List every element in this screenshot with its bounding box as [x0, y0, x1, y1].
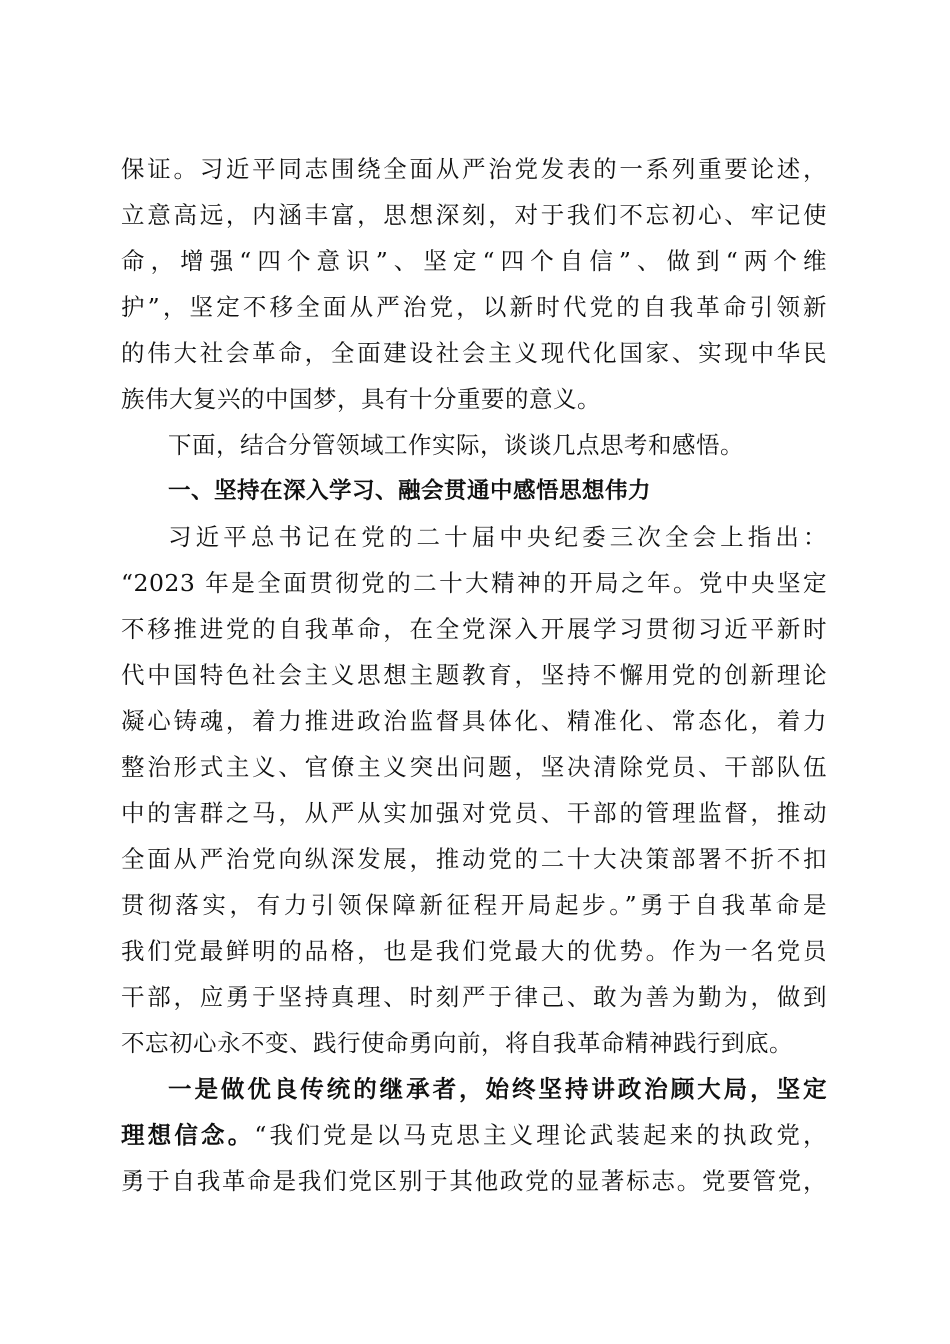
text-line: 贯彻落实，有力引领保障新征程开局起步。”勇于自我革命是 [121, 891, 827, 919]
text-line: 护”，坚定不移全面从严治党，以新时代党的自我革命引领新 [121, 293, 827, 321]
text-line [121, 1112, 827, 1158]
text-line: 立意高远，内涵丰富，思想深刻，对于我们不忘初心、牢记使 [121, 201, 827, 229]
document-page [121, 146, 827, 1204]
text-line: 我们党最鲜明的品格，也是我们党最大的优势。作为一名党员 [121, 937, 827, 965]
text-line: 的伟大社会革命，全面建设社会主义现代化国家、实现中华民 [121, 339, 827, 367]
text-line: 干部，应勇于坚持真理、时刻严于律己、敢为善为勤为，做到 [121, 983, 827, 1011]
text-line: 全面从严治党向纵深发展，推动党的二十大决策部署不折不扣 [121, 845, 827, 873]
text-line: 不移推进党的自我革命，在全党深入开展学习贯彻习近平新时 [121, 615, 827, 643]
text-line: 凝心铸魂，着力推进政治监督具体化、精准化、常态化，着力 [121, 707, 827, 735]
text-line: 不忘初心永不变、践行使命勇向前，将自我革命精神践行到底。 [121, 1029, 793, 1057]
paragraph-point-one [121, 1066, 827, 1204]
paragraph-quote [121, 514, 827, 1066]
paragraph-intro [121, 146, 827, 422]
text-line: 整治形式主义、官僚主义突出问题，坚决清除党员、干部队伍 [121, 753, 827, 781]
bold-lead-continuation: 理想信念。 [121, 1121, 255, 1149]
text-line: 族伟大复兴的中国梦，具有十分重要的意义。 [121, 385, 601, 413]
text-line: 保证。习近平同志围绕全面从严治党发表的一系列重要论述， [121, 155, 827, 183]
text-line: 勇于自我革命是我们党区别于其他政党的显著标志。党要管党， [121, 1167, 827, 1195]
text-line-bold-lead: 一是做优良传统的继承者，始终坚持讲政治顾大局，坚定 [168, 1075, 827, 1103]
text-line: 下面，结合分管领域工作实际，谈谈几点思考和感悟。 [168, 431, 744, 459]
text-line: 代中国特色社会主义思想主题教育，坚持不懈用党的创新理论 [121, 661, 827, 689]
text-line: “2023 年是全面贯彻党的二十大精神的开局之年。党中央坚定 [121, 569, 827, 597]
paragraph-transition [121, 422, 827, 468]
text-span: “我们党是以马克思主义理论武装起来的执政党， [254, 1121, 828, 1149]
text-line: 中的害群之马，从严从实加强对党员、干部的管理监督，推动 [121, 799, 827, 827]
text-line: 命，增强“四个意识”、坚定“四个自信”、做到“两个维 [121, 247, 827, 275]
section-heading: 一、坚持在深入学习、融会贯通中感悟思想伟力 [168, 478, 652, 504]
text-line: 习近平总书记在党的二十届中央纪委三次全会上指出： [168, 523, 827, 551]
